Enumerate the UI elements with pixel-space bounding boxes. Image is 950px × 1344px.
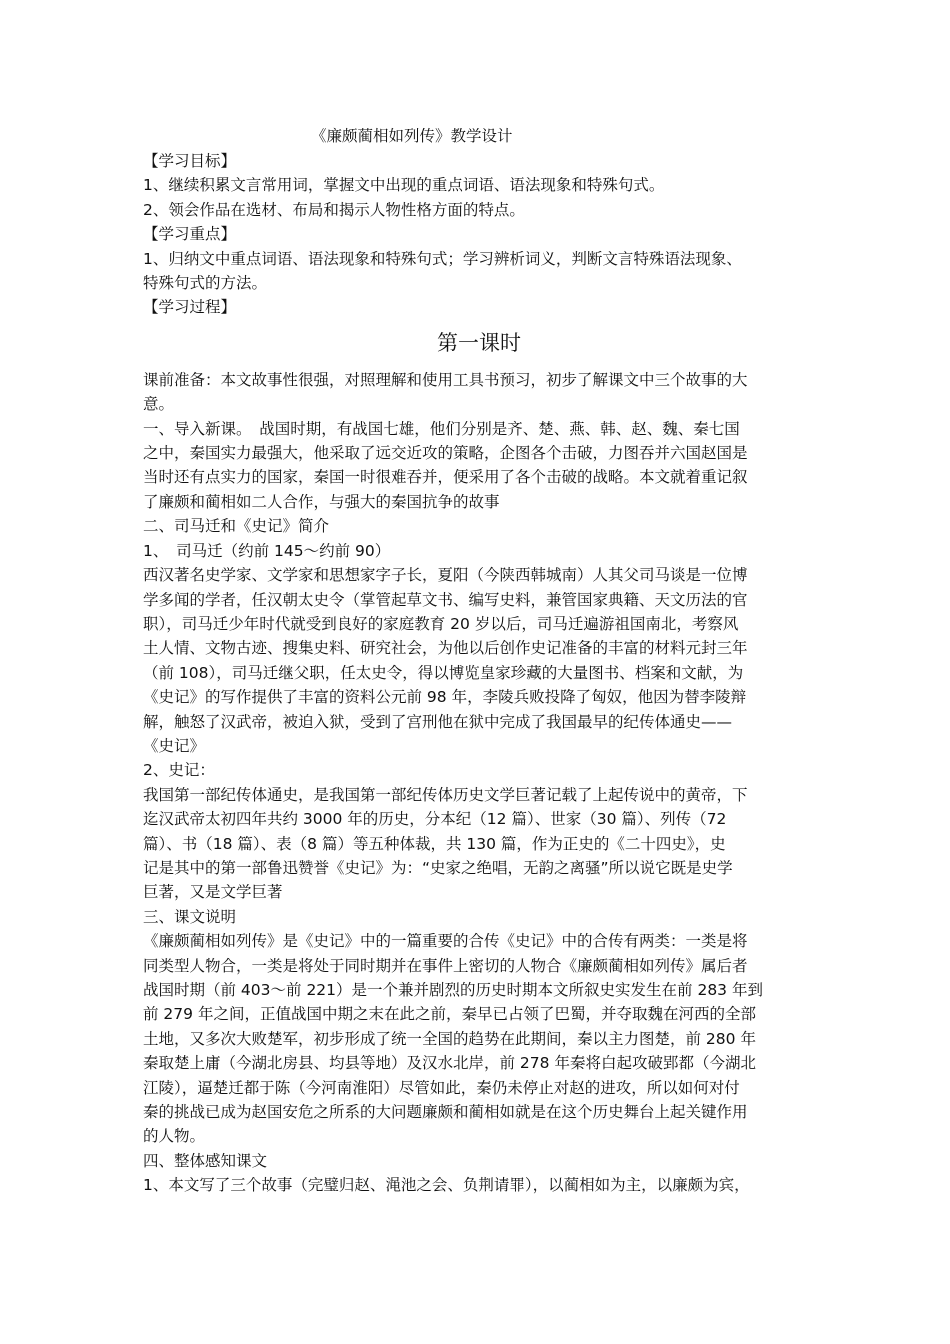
text-line: 《史记》的写作提供了丰富的资料公元前 98 年，李陵兵败投降了匈奴，他因为替李陵辩 xyxy=(143,688,747,707)
text-line: 西汉著名史学家、文学家和思想家字子长，夏阳（今陕西韩城南）人其父司马谈是一位博 xyxy=(143,566,748,585)
text-line: 三、课文说明 xyxy=(143,907,237,926)
text-line: 【学习目标】 xyxy=(143,152,237,170)
text-line: 了廉颇和蔺相如二人合作，与强大的秦国抗争的故事 xyxy=(143,492,500,511)
text-line: 1、归纳文中重点词语、语法现象和特殊句式；学习辨析词义，判断文言特殊语法现象、 xyxy=(143,249,742,268)
text-line: （前 108），司马迁继父职，任太史令，得以博览皇家珍藏的大量图书、档案和文献，为 xyxy=(143,663,744,682)
top-section xyxy=(143,149,815,320)
text-line: 同类型人物合，一类是将处于同时期并在事件上密切的人物合《廉颇蔺相如列传》属后者 xyxy=(143,956,748,975)
text-line: 我国第一部纪传体通史，是我国第一部纪传体历史文学巨著记载了上起传说中的黄帝，下 xyxy=(143,785,748,804)
text-line: 特殊句式的方法。 xyxy=(143,274,268,293)
text-line: 学多闻的学者，任汉朝太史令（掌管起草文书、编写史料，兼管国家典籍、天文历法的官 xyxy=(143,590,748,609)
text-line: 2、史记： xyxy=(143,761,215,780)
text-line: 课前准备：本文故事性很强，对照理解和使用工具书预习，初步了解课文中三个故事的大 xyxy=(143,370,748,389)
text-line: 《史记》 xyxy=(143,736,206,755)
text-line: 篇）、书（18 篇）、表（8 篇）等五种体裁，共 130 篇，作为正史的《二十四史》，史 xyxy=(143,834,726,853)
text-line: 1、本文写了三个故事（完璧归赵、渑池之会、负荆请罪），以蔺相如为主，以廉颇为宾， xyxy=(143,1176,750,1195)
text-line: 迄汉武帝太初四年共约 3000 年的历史，分本纪（12 篇）、世家（30 篇）、列传（72 xyxy=(143,810,727,829)
text-line: 四、整体感知课文 xyxy=(143,1151,268,1170)
text-line: 【学习过程】 xyxy=(143,298,237,317)
text-line: 一、导入新课。 战国时期，有战国七雄，他们分别是齐、楚、燕、韩、赵、魏、秦七国 xyxy=(143,419,740,438)
text-line: 巨著，又是文学巨著 xyxy=(143,883,283,902)
text-line: 土人情、文物古迹、搜集史料、研究社会，为他以后创作史记准备的丰富的材料元封三年 xyxy=(143,639,748,658)
text-line: 秦的挑战已成为赵国安危之所系的大问题廉颇和蔺相如就是在这个历史舞台上起关键作用 xyxy=(143,1103,748,1122)
body-section xyxy=(143,368,815,1198)
text-line: 意。 xyxy=(143,395,175,414)
text-line: 记是其中的第一部鲁迅赞誉《史记》为：“史家之绝唱，无韵之离骚”所以说它既是史学 xyxy=(143,858,733,877)
text-line: 秦取楚上庸（今湖北房县、均县等地）及汉水北岸，前 278 年秦将白起攻破郢都（今湖北 xyxy=(143,1054,756,1073)
text-line: 战国时期（前 403～前 221）是一个兼并剧烈的历史时期本文所叙史实发生在前 283 年到 xyxy=(143,981,763,999)
text-line: 江陵），逼楚迁都于陈（今河南淮阳）尽管如此，秦仍未停止对赵的进攻，所以如何对付 xyxy=(143,1078,740,1097)
text-line: 【学习重点】 xyxy=(143,225,237,244)
text-line: 当时还有点实力的国家，秦国一时很难吞并，便采用了各个击破的战略。本文就着重记叙 xyxy=(143,468,748,487)
text-line: 二、司马迁和《史记》简介 xyxy=(143,517,330,536)
text-line: 之中，秦国实力最强大，他采取了远交近攻的策略，企图各个击破，力图吞并六国赵国是 xyxy=(143,444,748,463)
text-line: 1、继续积累文言常用词，掌握文中出现的重点词语、语法现象和特殊句式。 xyxy=(143,176,665,195)
lesson-heading: 第一课时 xyxy=(437,330,521,355)
text-line: 1、 司马迁（约前 145～约前 90） xyxy=(143,541,391,560)
document-page xyxy=(143,124,815,1198)
text-line: 的人物。 xyxy=(143,1127,206,1146)
text-line: 前 279 年之间，正值战国中期之末在此之前，秦早已占领了巴蜀，并夺取魏在河西的全部 xyxy=(143,1005,756,1024)
text-line: 土地，又多次大败楚军，初步形成了统一全国的趋势在此期间，秦以主力图楚，前 280 年 xyxy=(143,1029,756,1048)
text-line: 《廉颇蔺相如列传》是《史记》中的一篇重要的合传《史记》中的合传有两类：一类是将 xyxy=(143,932,748,951)
text-line: 职），司马迁少年时代就受到良好的家庭教育 20 岁以后，司马迁遍游祖国南北，考察风 xyxy=(143,614,739,633)
text-line: 解，触怒了汉武帝，被迫入狱，受到了宫刑他在狱中完成了我国最早的纪传体通史—— xyxy=(143,712,733,731)
text-line: 2、领会作品在选材、布局和揭示人物性格方面的特点。 xyxy=(143,200,525,219)
document-title: 《廉颇蔺相如列传》教学设计 xyxy=(311,127,513,145)
